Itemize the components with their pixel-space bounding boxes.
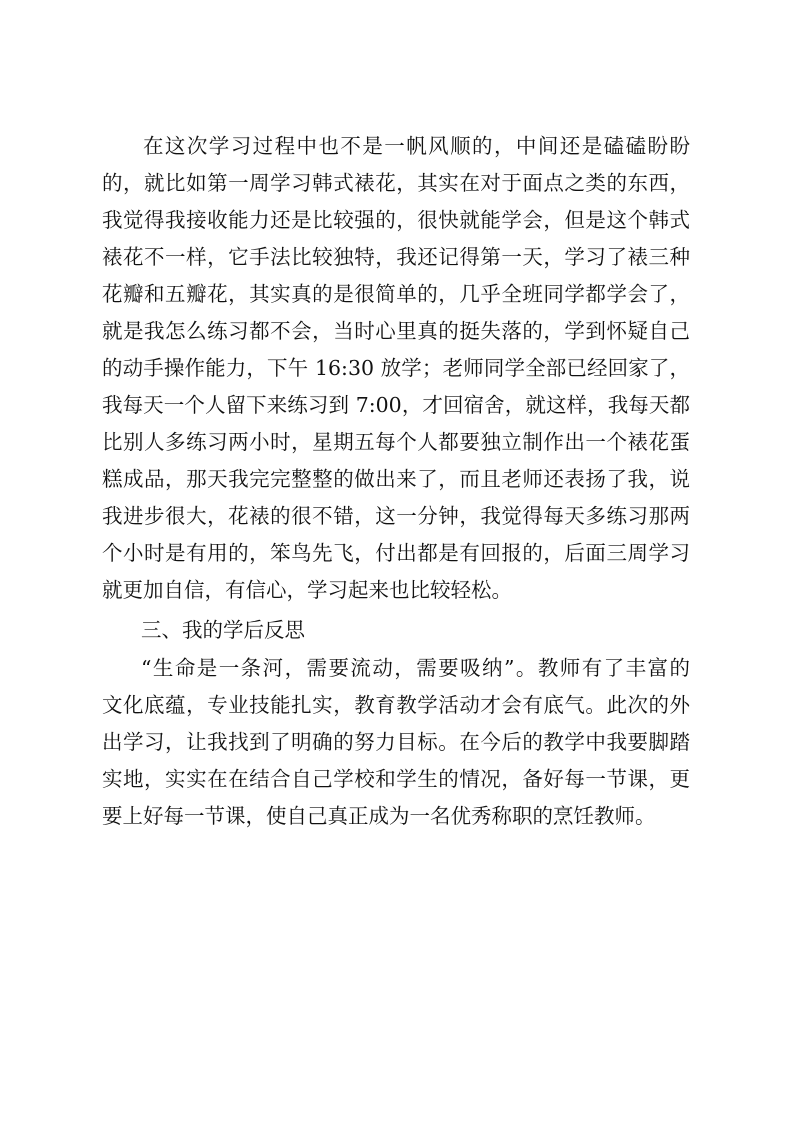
text-line: 我觉得我接收能力还是比较强的，很快就能学会，但是这个韩式 — [102, 208, 690, 232]
text-line: “生命是一条河，需要流动，需要吸纳”。教师有了丰富的 — [141, 656, 690, 680]
text-line: 实地，实实在在结合自己学校和学生的情况，备好每一节课，更 — [102, 767, 690, 791]
document-body — [102, 128, 690, 835]
text-line: 要上好每一节课，使自己真正成为一名优秀称职的烹饪教师。 — [102, 804, 656, 828]
paragraph-reflection — [102, 650, 690, 835]
text-line: 我进步很大，花裱的很不错，这一分钟，我觉得每天多练习那两 — [102, 504, 690, 528]
text-line: 就更加自信，有信心，学习起来也比较轻松。 — [102, 578, 512, 602]
text-line: 文化底蕴，专业技能扎实，教育教学活动才会有底气。此次的外 — [102, 693, 690, 717]
text-line: 糕成品，那天我完完整整的做出来了，而且老师还表扬了我，说 — [102, 467, 690, 491]
text-line: 我每天一个人留下来练习到 7:00，才回宿舍，就这样，我每天都 — [102, 393, 690, 417]
section-heading: 三、我的学后反思 — [141, 618, 305, 642]
text-line: 个小时是有用的，笨鸟先飞，付出都是有回报的，后面三周学习 — [102, 541, 690, 565]
text-line: 花瓣和五瓣花，其实真的是很简单的，几乎全班同学都学会了， — [102, 282, 690, 306]
text-line: 就是我怎么练习都不会，当时心里真的挺失落的，学到怀疑自己 — [102, 319, 690, 343]
paragraph-experience — [102, 128, 690, 609]
text-line: 出学习，让我找到了明确的努力目标。在今后的教学中我要脚踏 — [102, 730, 690, 754]
text-line: 在这次学习过程中也不是一帆风顺的，中间还是磕磕盼盼 — [143, 134, 690, 158]
text-line: 的动手操作能力，下午 16:30 放学；老师同学全部已经回家了， — [102, 356, 690, 380]
text-line: 比别人多练习两小时，星期五每个人都要独立制作出一个裱花蛋 — [102, 430, 690, 454]
text-line: 裱花不一样，它手法比较独特，我还记得第一天，学习了裱三种 — [102, 245, 690, 269]
text-line: 的，就比如第一周学习韩式裱花，其实在对于面点之类的东西， — [102, 171, 690, 195]
